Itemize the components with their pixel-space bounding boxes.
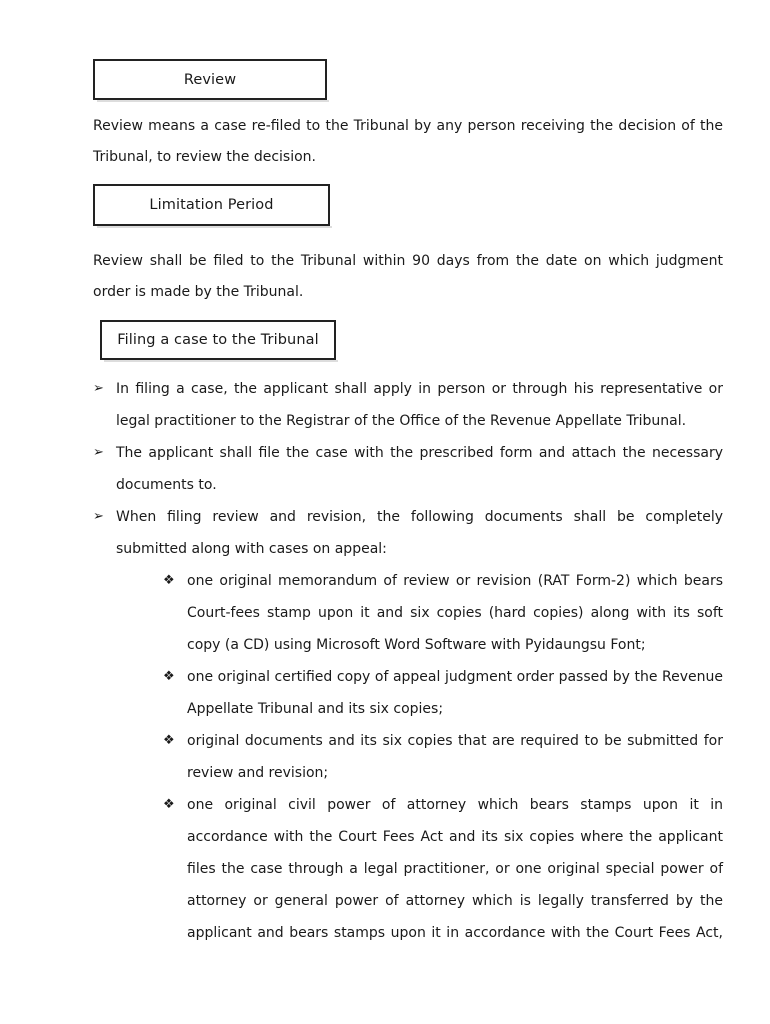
review-paragraph: Review means a case re-filed to the Tribunal by any person receiving the decision of the Tribunal, to review the decision. — [93, 118, 723, 165]
sub-item-text: original documents and its six copies that are required to be submitted for review and revision; — [187, 733, 723, 781]
diamond-bullet-icon: ❖ — [163, 797, 175, 812]
filing-heading-text: Filing a case to the Tribunal — [117, 332, 319, 348]
sub-item-original-documents — [163, 725, 723, 789]
arrow-bullet-icon: ➢ — [93, 381, 104, 396]
diamond-bullet-icon: ❖ — [163, 573, 175, 588]
limitation-paragraph: Review shall be filed to the Tribunal within 90 days from the date on which judgment order is made by the Tribunal. — [93, 253, 723, 300]
sub-item-text: one original certified copy of appeal judgment order passed by the Revenue Appellate Tribunal and its six copies; — [187, 669, 723, 717]
diamond-bullet-icon: ❖ — [163, 733, 175, 748]
bullet-text: The applicant shall file the case with the prescribed form and attach the necessary documents to. — [116, 445, 723, 493]
limitation-heading-text: Limitation Period — [149, 197, 274, 213]
sub-item-text: one original memorandum of review or revision (RAT Form-2) which bears Court-fees stamp upon it and six copies (hard copies) along with its soft copy (a CD) using Microsoft Word Software with Pyidaungsu Font; — [187, 573, 723, 653]
diamond-bullet-icon: ❖ — [163, 669, 175, 684]
filing-heading — [100, 320, 336, 360]
sub-item-text: one original civil power of attorney which bears stamps upon it in accordance with the Court Fees Act and its six copies where the applicant files the case through a legal practitioner, or one original special power of attorney or general power of attorney which is legally transferred by the applicant and bears stamps upon it in accordance with the Court Fees Act, — [187, 797, 723, 941]
sub-item-certified-copy — [163, 661, 723, 725]
bullet-item-review-revision — [93, 501, 723, 565]
review-heading-text: Review — [183, 71, 237, 88]
sub-item-memorandum — [163, 565, 723, 661]
bullet-item-prescribed-form — [93, 437, 723, 501]
sub-item-power-of-attorney — [163, 789, 723, 949]
bullet-item-filing-person — [93, 373, 723, 437]
arrow-bullet-icon: ➢ — [93, 445, 104, 460]
review-heading — [93, 59, 327, 100]
bullet-text: In filing a case, the applicant shall apply in person or through his representative or legal practitioner to the Registrar of the Office of the Revenue Appellate Tribunal. — [116, 381, 723, 429]
limitation-heading — [93, 184, 330, 226]
arrow-bullet-icon: ➢ — [93, 509, 104, 524]
bullet-text: When filing review and revision, the following documents shall be completely submitted along with cases on appeal: — [116, 509, 723, 557]
